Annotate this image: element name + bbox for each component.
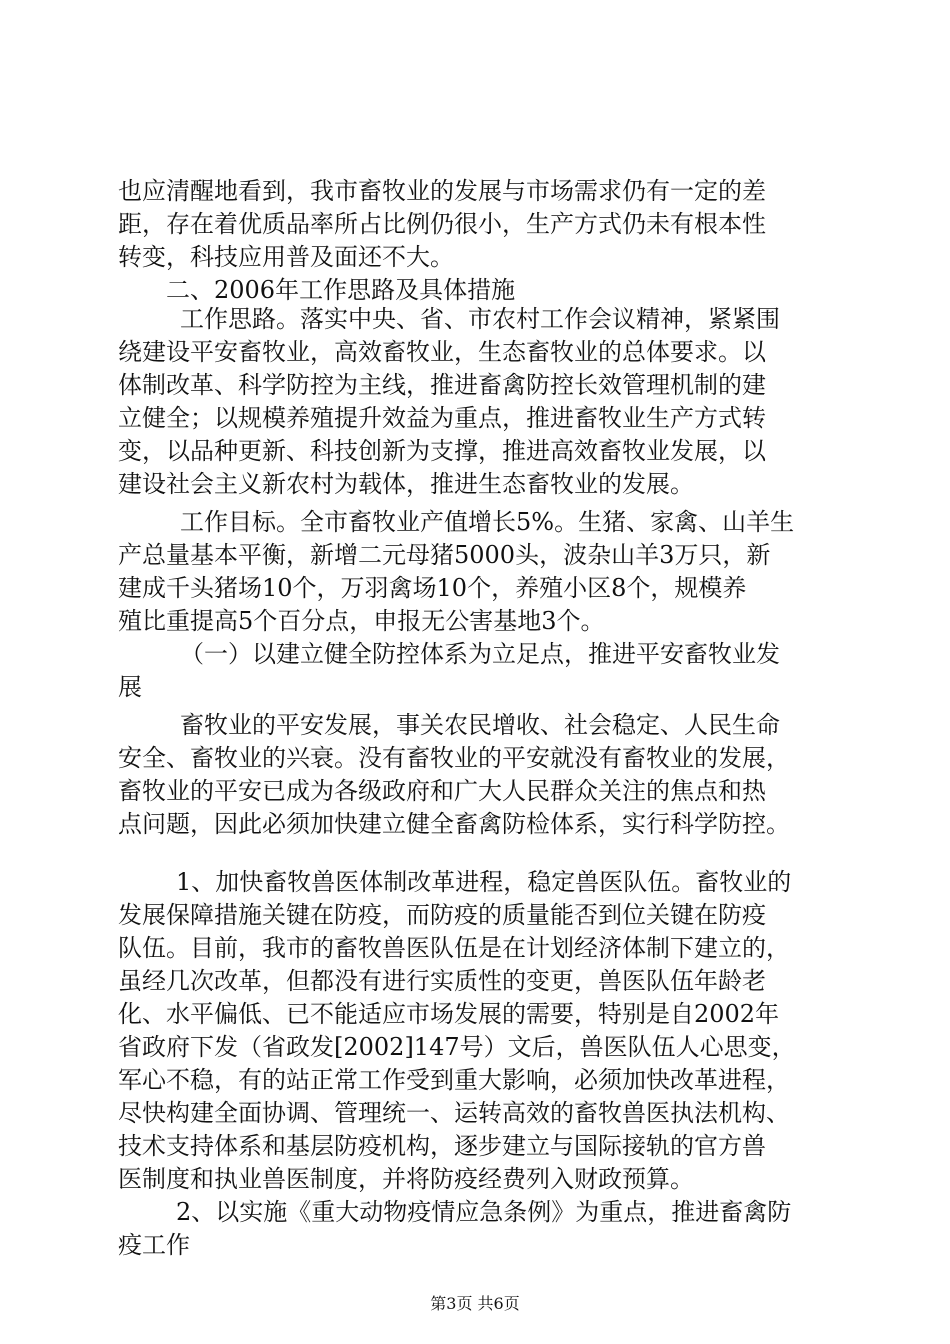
text-line: 畜牧业的平安发展，事关农民增收、社会稳定、人民生命 [180,711,780,739]
text-line: 建成千头猪场10个，万羽禽场10个，养殖小区8个，规模养 [118,574,747,602]
text-line: 军心不稳，有的站正常工作受到重大影响，必须加快改革进程， [118,1066,790,1094]
text-line: 也应清醒地看到，我市畜牧业的发展与市场需求仍有一定的差 [118,177,766,205]
text-line: 变，以品种更新、科技创新为支撑，推进高效畜牧业发展，以 [118,437,766,465]
text-line: 建设社会主义新农村为载体，推进生态畜牧业的发展。 [118,470,694,498]
section-heading: 二、2006年工作思路及具体措施 [166,276,516,304]
text-line: 点问题，因此必须加快建立健全畜禽防检体系，实行科学防控。 [118,810,790,838]
text-line: 技术支持体系和基层防疫机构，逐步建立与国际接轨的官方兽 [118,1132,766,1160]
subsection-heading: （一）以建立健全防控体系为立足点，推进平安畜牧业发 [180,640,780,668]
numbered-item: 1、加快畜牧兽医体制改革进程，稳定兽医队伍。畜牧业的 [176,868,792,896]
text-line: 省政府下发（省政发[2002]147号）文后，兽医队伍人心思变， [118,1033,796,1061]
text-line: 产总量基本平衡，新增二元母猪5000头，波杂山羊3万只，新 [118,541,771,569]
subsection-heading: 展 [118,673,142,701]
numbered-item: 2、以实施《重大动物疫情应急条例》为重点，推进畜禽防 [176,1198,792,1226]
text-line: 绕建设平安畜牧业，高效畜牧业，生态畜牧业的总体要求。以 [118,338,766,366]
text-line: 医制度和执业兽医制度，并将防疫经费列入财政预算。 [118,1165,694,1193]
text-line: 疫工作 [118,1231,190,1259]
text-line: 虽经几次改革，但都没有进行实质性的变更，兽医队伍年龄老 [118,967,766,995]
page-number: 第3页 共6页 [430,1294,520,1313]
text-line: 化、水平偏低、已不能适应市场发展的需要，特别是自2002年 [118,1000,780,1028]
text-line: 殖比重提高5个百分点，申报无公害基地3个。 [118,607,605,635]
text-line: 畜牧业的平安已成为各级政府和广大人民群众关注的焦点和热 [118,777,766,805]
text-line: 发展保障措施关键在防疫，而防疫的质量能否到位关键在防疫 [118,901,766,929]
text-line: 转变，科技应用普及面还不大。 [118,243,454,271]
text-line: 体制改革、科学防控为主线，推进畜禽防控长效管理机制的建 [118,371,766,399]
text-line: 工作思路。落实中央、省、市农村工作会议精神，紧紧围 [180,305,780,333]
text-line: 尽快构建全面协调、管理统一、运转高效的畜牧兽医执法机构、 [118,1099,790,1127]
text-line: 安全、畜牧业的兴衰。没有畜牧业的平安就没有畜牧业的发展， [118,744,790,772]
text-line: 距，存在着优质品率所占比例仍很小，生产方式仍未有根本性 [118,210,766,238]
text-line: 队伍。目前，我市的畜牧兽医队伍是在计划经济体制下建立的， [118,934,790,962]
text-line: 工作目标。全市畜牧业产值增长5%。生猪、家禽、山羊生 [180,508,795,536]
text-line: 立健全；以规模养殖提升效益为重点，推进畜牧业生产方式转 [118,404,766,432]
